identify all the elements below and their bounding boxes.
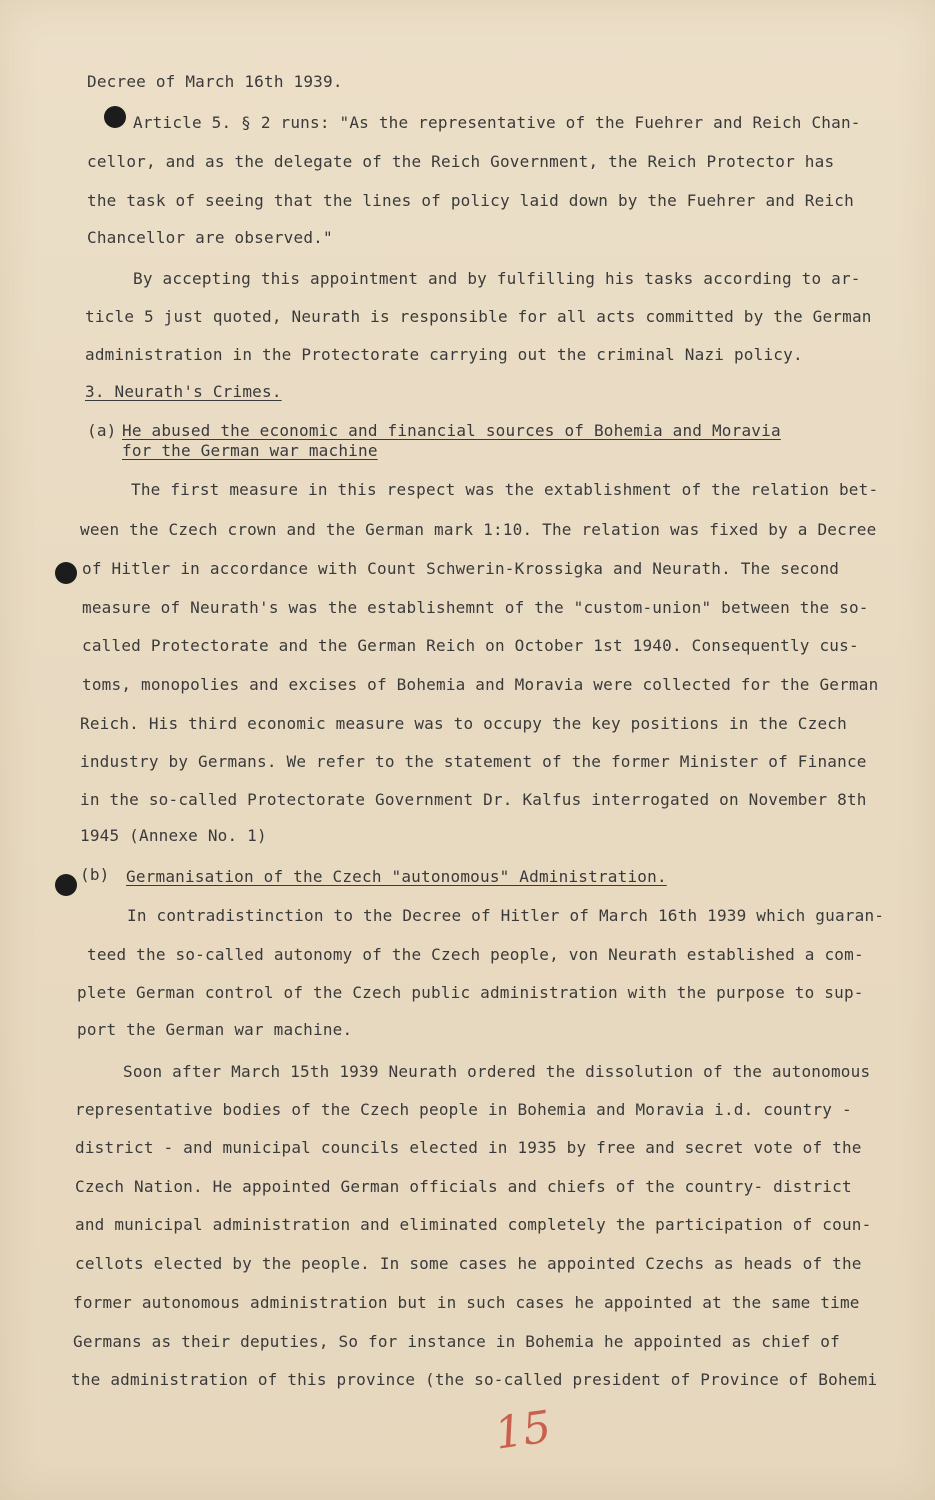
text-line: 1945 (Annexe No. 1) [80,826,267,845]
text-line: Soon after March 15th 1939 Neurath ordered the dissolution of the autonomous [123,1062,871,1081]
text-line: The first measure in this respect was the extablishment of the relation bet- [131,480,879,499]
text-line: Decree of March 16th 1939. [87,72,343,91]
subsection-heading: for the German war machine [122,441,378,460]
text-line: in the so-called Protectorate Government Dr. Kalfus interrogated on November 8th [80,790,867,809]
punch-hole-bottom [55,874,77,896]
text-line: called Protectorate and the German Reich on October 1st 1940. Consequently cus- [82,636,859,655]
handwritten-page-number: 15 [491,1401,555,1460]
text-line: In contradistinction to the Decree of Hitler of March 16th 1939 which guaran- [127,906,885,925]
subsection-heading: Germanisation of the Czech "autonomous" Administration. [126,867,667,886]
text-line: representative bodies of the Czech people in Bohemia and Moravia i.d. country - [75,1100,852,1119]
text-line: Article 5. § 2 runs: "As the representative of the Fuehrer and Reich Chan- [133,113,861,132]
punch-hole-middle [55,562,77,584]
text-line: port the German war machine. [77,1020,353,1039]
punch-hole-top [104,106,126,128]
text-line: of Hitler in accordance with Count Schwerin-Krossigka and Neurath. The second [82,559,840,578]
text-line: cellots elected by the people. In some cases he appointed Czechs as heads of the [75,1254,862,1273]
subsection-heading: He abused the economic and financial sources of Bohemia and Moravia [122,421,781,440]
text-line: cellor, and as the delegate of the Reich Government, the Reich Protector has [87,152,835,171]
text-line: teed the so-called autonomy of the Czech people, von Neurath established a com- [87,945,864,964]
text-line: industry by Germans. We refer to the statement of the former Minister of Finance [80,752,867,771]
subsection-marker: (b) [80,865,110,884]
text-line: district - and municipal councils elected in 1935 by free and secret vote of the [75,1138,862,1157]
text-line: and municipal administration and eliminated completely the participation of coun- [75,1215,872,1234]
text-line: Germans as their deputies, So for instance in Bohemia he appointed as chief of [73,1332,840,1351]
text-line: Reich. His third economic measure was to occupy the key positions in the Czech [80,714,847,733]
text-line: measure of Neurath's was the establishemnt of the "custom-union" between the so- [82,598,869,617]
text-line: ticle 5 just quoted, Neurath is responsible for all acts committed by the German [85,307,872,326]
subsection-marker: (a) [87,421,117,440]
section-heading: 3. Neurath's Crimes. [85,382,282,401]
text-line: By accepting this appointment and by fulfilling his tasks according to ar- [133,269,861,288]
text-line: Czech Nation. He appointed German officials and chiefs of the country- district [75,1177,852,1196]
text-line: former autonomous administration but in such cases he appointed at the same time [73,1293,860,1312]
text-line: the administration of this province (the so-called president of Province of Bohemi [71,1370,878,1389]
text-line: toms, monopolies and excises of Bohemia and Moravia were collected for the German [82,675,879,694]
text-line: Chancellor are observed." [87,228,333,247]
text-line: administration in the Protectorate carrying out the criminal Nazi policy. [85,345,803,364]
text-line: the task of seeing that the lines of policy laid down by the Fuehrer and Reich [87,191,854,210]
text-line: ween the Czech crown and the German mark 1:10. The relation was fixed by a Decree [80,520,877,539]
text-line: plete German control of the Czech public administration with the purpose to sup- [77,983,864,1002]
